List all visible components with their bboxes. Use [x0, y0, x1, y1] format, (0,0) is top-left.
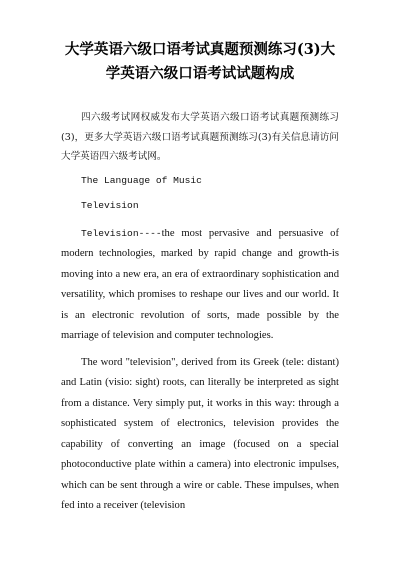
paragraph-text: the most pervasive and persuasive of modern technologies, marked by rapid change and growth-is moving into a new era, an era of extraordinary sophistication and versatility, which promises to reshape our lives and our world. It is an electronic revolution of sorts, made possible by the marriage of television and computer technologies.: [61, 227, 339, 341]
intro-paragraph: 四六级考试网权威发布大学英语六级口语考试真题预测练习(3)，更多大学英语六级口语考试真题预测练习(3)有关信息请访问大学英语四六级考试网。: [61, 112, 339, 162]
document-title: 大学英语六级口语考试真题预测练习(3)大学英语六级口语考试试题构成: [64, 41, 336, 82]
paragraph-term: Television----: [81, 227, 162, 239]
paragraph-television-intro: [61, 224, 339, 347]
subsection-title: Television: [81, 199, 139, 211]
paragraph-television-definition: The word "television", derived from its Greek (tele: distant) and Latin (visio: sight) roots, can literally be interpreted as sight from a distance. Very simply put, it works in this way: through a sophisticated system of electronics, television provides the capability of converting an image (focused on a special photoconductive plate within a camera) into electronic impulses, which can be sent through a wire or cable. These impulses, when fed into a receiver (television: [61, 356, 339, 511]
section-title: The Language of Music: [81, 174, 202, 186]
